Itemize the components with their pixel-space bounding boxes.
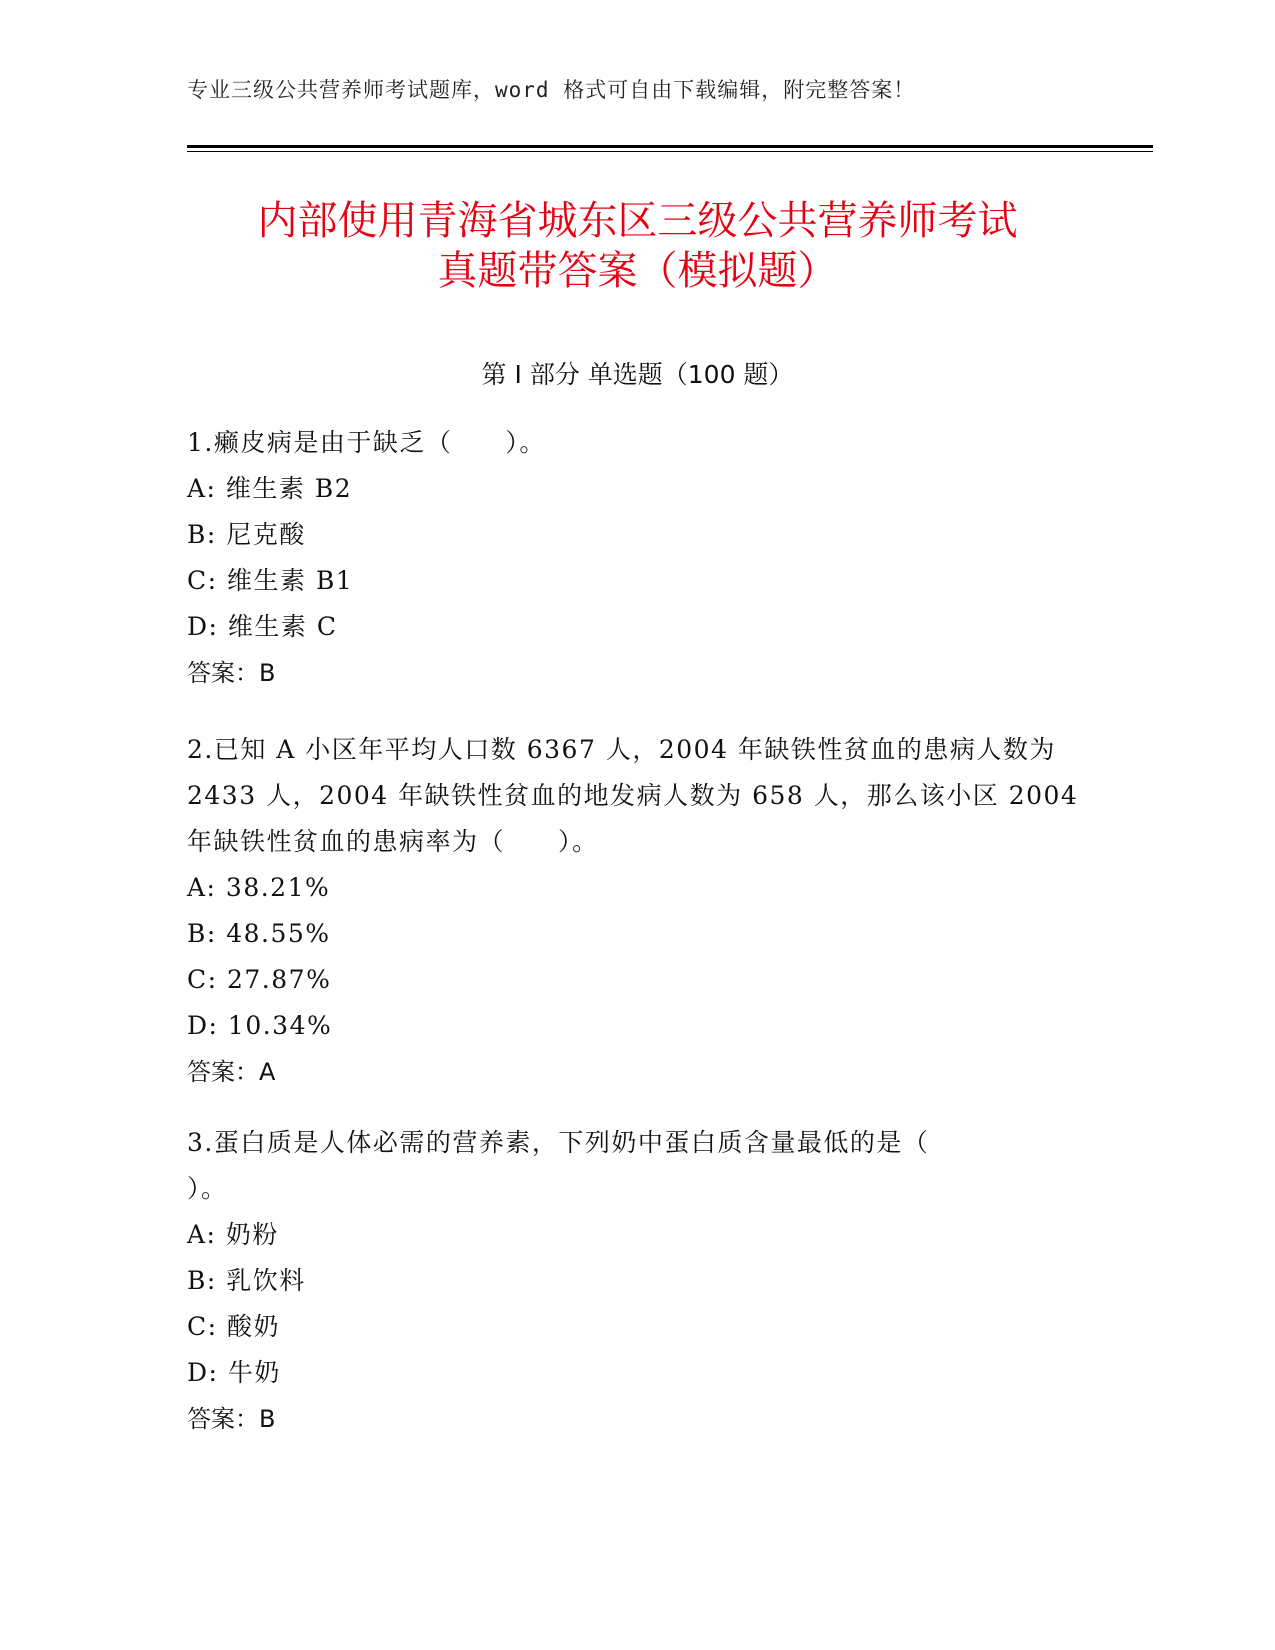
option-c: C: 酸奶 — [187, 1312, 280, 1341]
question-stem: 1.癞皮病是由于缺乏（ ）。 — [187, 428, 546, 457]
question-stem-line-1: 3.蛋白质是人体必需的营养素，下列奶中蛋白质含量最低的是（ — [187, 1128, 930, 1157]
document-title — [140, 196, 1135, 296]
option-d: D: 维生素 C — [187, 612, 338, 641]
answer-line: 答案：B — [187, 1405, 276, 1433]
question-stem-line-1: 2.已知 A 小区年平均人口数 6367 人，2004 年缺铁性贫血的患病人数为 — [187, 735, 1056, 764]
option-d: D: 牛奶 — [187, 1358, 281, 1387]
option-b: B: 乳饮料 — [187, 1266, 306, 1295]
section-heading: 第 I 部分 单选题（100 题） — [481, 360, 794, 389]
answer-line: 答案：B — [187, 659, 276, 687]
option-a: A: 奶粉 — [187, 1220, 279, 1249]
option-b: B: 尼克酸 — [187, 520, 306, 549]
option-a: A: 38.21% — [187, 873, 331, 902]
question-stem-line-2: 2433 人，2004 年缺铁性贫血的地发病人数为 658 人，那么该小区 2004 — [187, 781, 1079, 810]
option-c: C: 维生素 B1 — [187, 566, 354, 595]
page-header-note: 专业三级公共营养师考试题库，word 格式可自由下载编辑，附完整答案！ — [187, 78, 916, 102]
header-divider-thick — [187, 145, 1153, 148]
question-stem-line-3: 年缺铁性贫血的患病率为（ ）。 — [187, 827, 599, 856]
option-a: A: 维生素 B2 — [187, 474, 353, 503]
option-d: D: 10.34% — [187, 1011, 333, 1040]
option-c: C: 27.87% — [187, 965, 332, 994]
question-3 — [187, 1120, 1087, 1442]
question-stem-line-2: ）。 — [187, 1174, 228, 1203]
answer-line: 答案：A — [187, 1058, 276, 1086]
header-divider-thin — [187, 151, 1153, 152]
option-b: B: 48.55% — [187, 919, 331, 948]
document-title-line-2: 真题带答案（模拟题） — [437, 248, 838, 294]
document-title-line-1: 内部使用青海省城东区三级公共营养师考试 — [257, 198, 1018, 244]
question-1 — [187, 420, 1087, 696]
question-2 — [187, 727, 1087, 1095]
